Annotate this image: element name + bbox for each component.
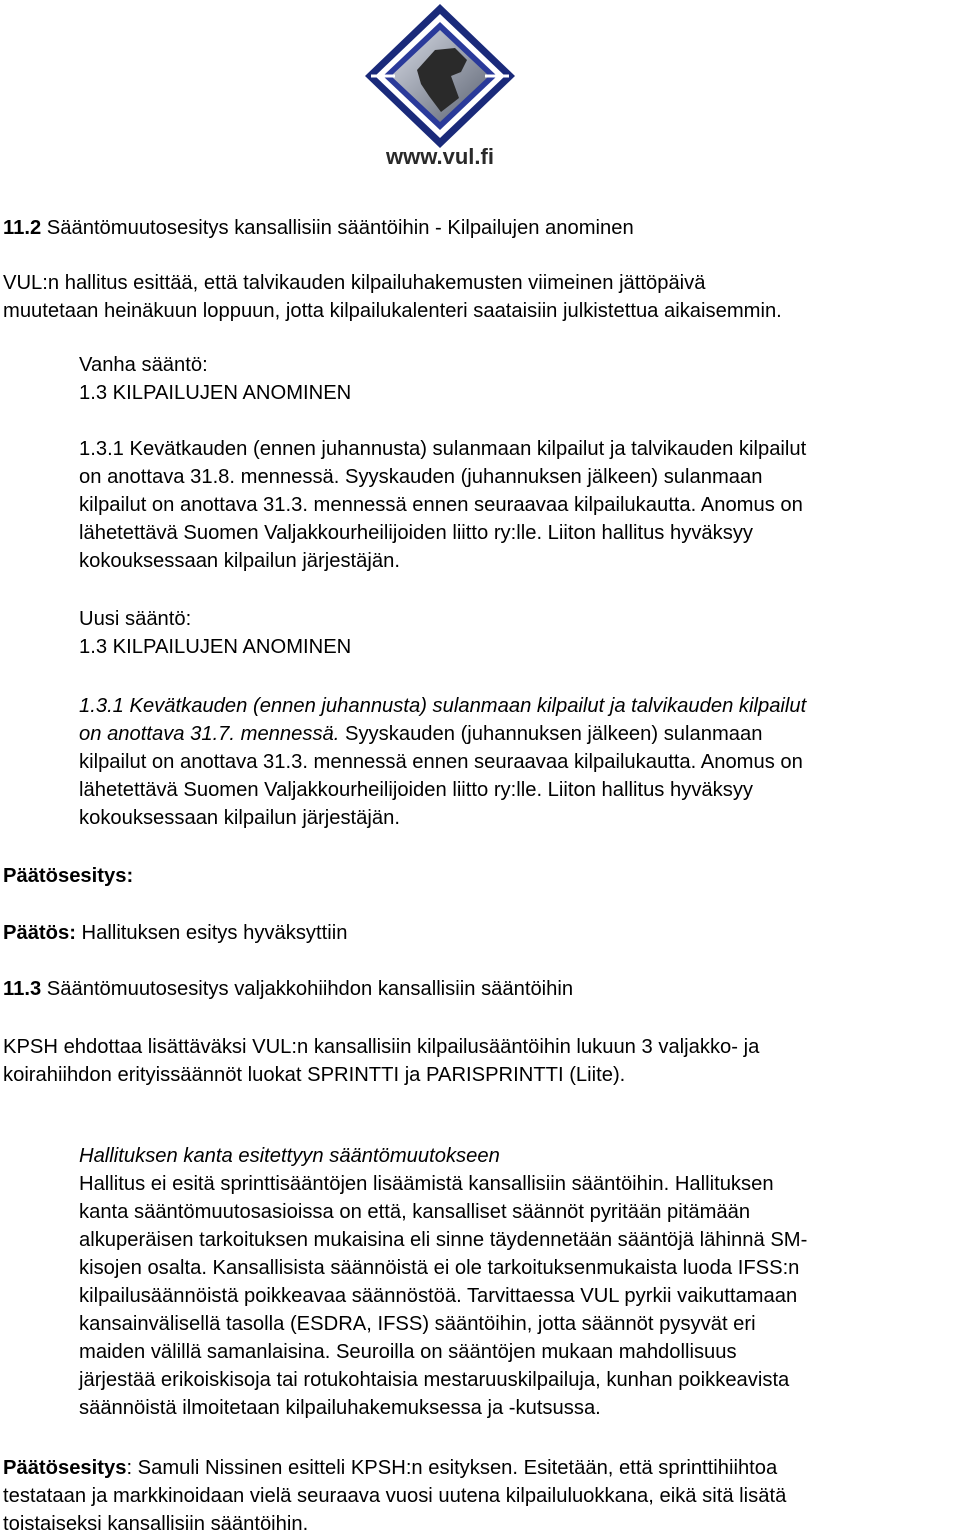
decision-text: Hallituksen esitys hyväksyttiin <box>75 922 348 944</box>
section-number: 11.2 <box>3 217 42 239</box>
text-line <box>79 720 806 748</box>
proposal-label: Päätösesitys: <box>3 865 134 887</box>
text-line: muutetaan heinäkuun loppuun, jotta kilpailukalenteri saataisiin julkistettua aikaisemmin. <box>3 300 782 322</box>
text: : Samuli Nissinen esitteli KPSH:n esityksen. Esitetään, että sprinttihiihtoa <box>126 1457 778 1479</box>
old-rule-label: Vanha sääntö: <box>79 354 208 376</box>
text-line: kisojen osalta. Kansallisista säännöistä ei ole tarkoituksenmukaista luoda IFSS:n <box>79 1257 800 1279</box>
text-line: lähetettävä Suomen Valjakkourheilijoiden liitto ry:lle. Liiton hallitus hyväksyy <box>79 779 754 801</box>
section-11-2-intro <box>3 269 782 325</box>
text-line: alkuperäisen tarkoituksen mukaisina eli sinne täydennetään sääntöjä lähinnä SM- <box>79 1229 808 1251</box>
old-rule-heading: 1.3 KILPAILUJEN ANOMINEN <box>79 382 352 404</box>
text-line: 1.3.1 Kevätkauden (ennen juhannusta) sulanmaan kilpailut ja talvikauden kilpailut <box>79 695 807 717</box>
text-line: maiden välillä samanlaisina. Seuroilla on sääntöjen mukaan mahdollisuus <box>79 1341 737 1363</box>
text: Syyskauden (juhannuksen jälkeen) sulanmaan <box>339 723 763 745</box>
new-rule-text <box>79 692 806 832</box>
text-line: toistaiseksi kansallisiin sääntöihin. <box>3 1513 309 1535</box>
text-line: kokouksessaan kilpailun järjestäjän. <box>79 550 400 572</box>
section-number: 11.3 <box>3 978 42 1000</box>
svg-text:www.vul.fi: www.vul.fi <box>386 144 494 169</box>
vul-logo <box>355 0 525 182</box>
decision-label: Päätös: <box>3 922 76 944</box>
text-line: KPSH ehdottaa lisättäväksi VUL:n kansallisiin kilpailusääntöihin lukuun 3 valjakko- ja <box>3 1036 760 1058</box>
text-line: 1.3.1 Kevätkauden (ennen juhannusta) sulanmaan kilpailut ja talvikauden kilpailut <box>79 438 807 460</box>
text-line: on anottava 31.8. mennessä. Syyskauden (juhannuksen jälkeen) sulanmaan <box>79 466 763 488</box>
stance-heading: Hallituksen kanta esitettyyn sääntömuutokseen <box>79 1145 500 1167</box>
new-rule-heading: 1.3 KILPAILUJEN ANOMINEN <box>79 636 352 658</box>
text-line: säännöistä ilmoitetaan kilpailuhakemuksessa ja -kutsussa. <box>79 1397 601 1419</box>
text-line: kansainvälisellä tasolla (ESDRA, IFSS) sääntöihin, jotta säännöt pysyvät eri <box>79 1313 756 1335</box>
section-11-3-heading <box>3 975 573 1003</box>
italic-text: on anottava 31.7. mennessä. <box>79 723 340 745</box>
old-rule-text <box>79 435 806 575</box>
section-title: Sääntömuutosesitys kansallisiin sääntöihin - Kilpailujen anominen <box>46 217 634 239</box>
stance-text <box>79 1170 807 1422</box>
text-line: kilpailusäännöistä poikkeavaa säännöstöä. Tarvittaessa VUL pyrkii vaikuttamaan <box>79 1285 798 1307</box>
section-11-3-proposal <box>3 1454 786 1538</box>
text-line: VUL:n hallitus esittää, että talvikauden kilpailuhakemusten viimeinen jättöpäivä <box>3 272 706 294</box>
text-line: kilpailut on anottava 31.3. mennessä ennen seuraavaa kilpailukautta. Anomus on <box>79 494 803 516</box>
text-line: kanta sääntömuutosasioissa on että, kansalliset säännöt pyritään pitämään <box>79 1201 751 1223</box>
text-line: testataan ja markkinoidaan vielä seuraava vuosi uutena kilpailuluokkana, eikä sitä lisätä <box>3 1485 787 1507</box>
new-rule-label: Uusi sääntö: <box>79 608 192 630</box>
text-line: Hallitus ei esitä sprinttisääntöjen lisäämistä kansallisiin sääntöihin. Hallituksen <box>79 1173 774 1195</box>
text-line <box>3 1454 786 1482</box>
decision <box>3 919 347 947</box>
section-11-3-intro <box>3 1033 759 1089</box>
text-line: kokouksessaan kilpailun järjestäjän. <box>79 807 400 829</box>
text-line: kilpailut on anottava 31.3. mennessä ennen seuraavaa kilpailukautta. Anomus on <box>79 751 803 773</box>
proposal-label: Päätösesitys <box>3 1457 127 1479</box>
text-line: järjestää erikoiskisoja tai rotukohtaisia mestaruuskilpailuja, kunhan poikkeavista <box>79 1369 790 1391</box>
section-11-2-heading <box>3 214 634 242</box>
section-title: Sääntömuutosesitys valjakkohiihdon kansallisiin sääntöihin <box>46 978 574 1000</box>
text-line: lähetettävä Suomen Valjakkourheilijoiden liitto ry:lle. Liiton hallitus hyväksyy <box>79 522 754 544</box>
text-line: koirahiihdon erityissäännöt luokat SPRINTTI ja PARISPRINTTI (Liite). <box>3 1064 626 1086</box>
